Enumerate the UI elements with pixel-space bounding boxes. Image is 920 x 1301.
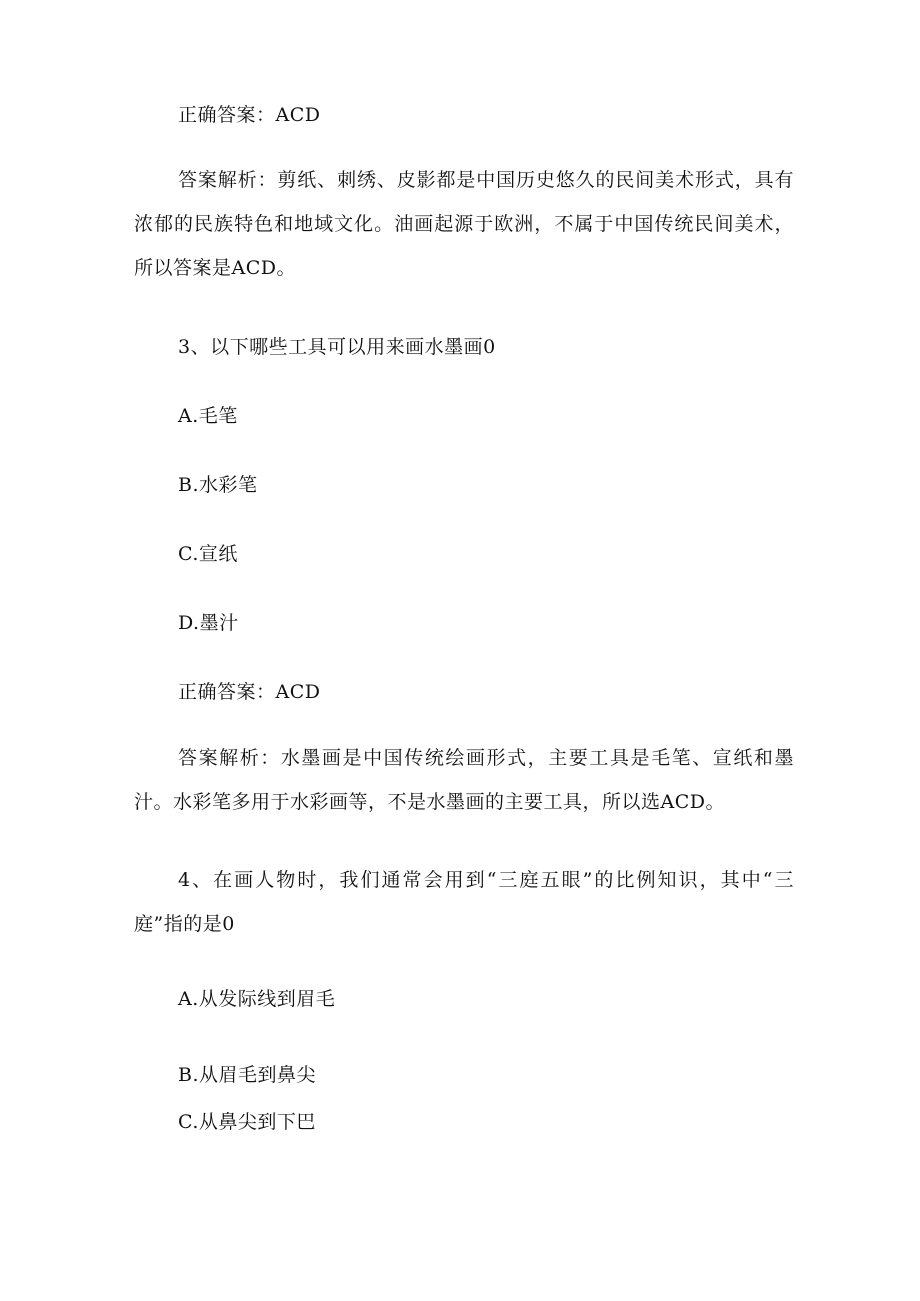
- q2-answer-explanation: 答案解析：剪纸、刺绣、皮影都是中国历史悠久的民间美术形式，具有浓郁的民族特色和地域文化。油画起源于欧洲，不属于中国传统民间美术，所以答案是ACD。: [134, 169, 794, 279]
- q3-option-b: B.水彩笔: [178, 474, 258, 496]
- q3-answer-explanation: 答案解析：水墨画是中国传统绘画形式，主要工具是毛笔、宣纸和墨汁。水彩笔多用于水彩画等，不是水墨画的主要工具，所以选ACD。: [134, 747, 794, 813]
- q3-question: 3、以下哪些工具可以用来画水墨画0: [178, 336, 496, 358]
- q4-option-b: B.从眉毛到鼻尖: [178, 1064, 317, 1086]
- q3-correct-answer: 正确答案：ACD: [178, 681, 321, 703]
- q3-option-c: C.宣纸: [178, 543, 238, 565]
- q4-question: 4、在画人物时，我们通常会用到“三庭五眼”的比例知识，其中“三庭”指的是0: [134, 869, 794, 935]
- q2-correct-answer: 正确答案：ACD: [178, 104, 321, 126]
- q3-option-a: A.毛笔: [178, 405, 238, 427]
- q4-option-c: C.从鼻尖到下巴: [178, 1111, 316, 1133]
- q3-option-d: D.墨汁: [178, 612, 239, 634]
- q4-option-a: A.从发际线到眉毛: [178, 988, 336, 1010]
